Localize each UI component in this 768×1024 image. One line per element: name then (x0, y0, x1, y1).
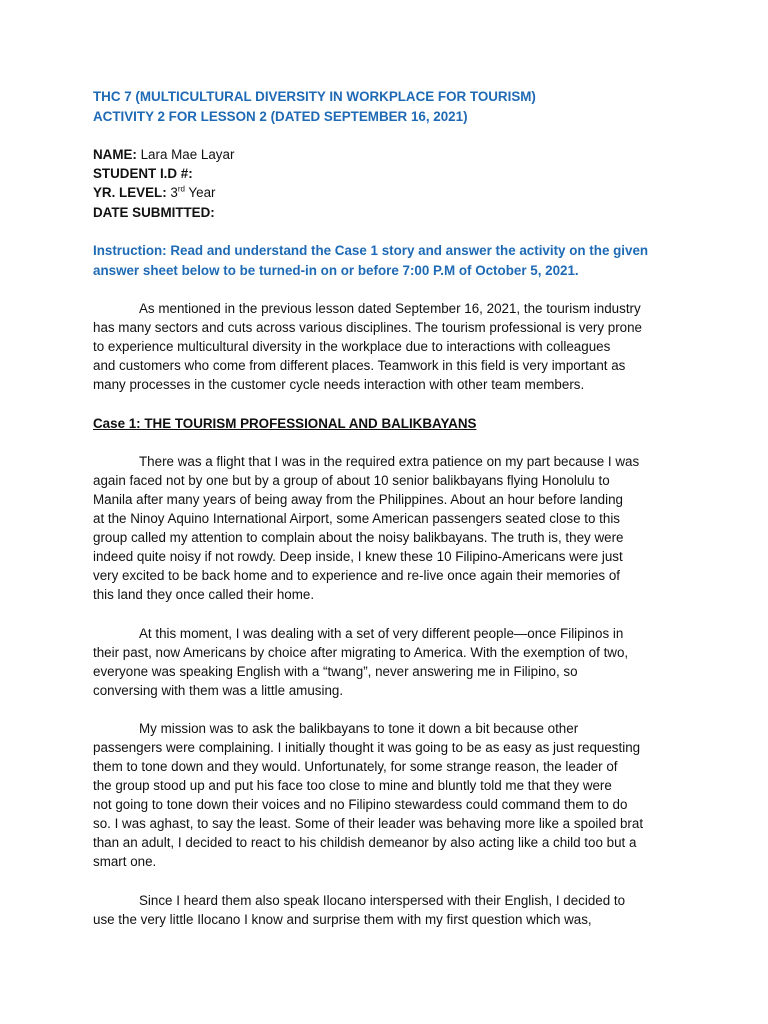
case-p2-line: conversing with them was a little amusing. (93, 683, 344, 698)
intro-line: and customers who come from different places. Teamwork in this field is very important as (93, 358, 626, 373)
activity-title: ACTIVITY 2 FOR LESSON 2 (DATED SEPTEMBER 16, 2021) (93, 109, 468, 124)
intro-line: to experience multicultural diversity in the workplace due to interactions with colleagues (93, 339, 611, 354)
case-p3-line: smart one. (93, 854, 157, 869)
case-p3-line: so. I was aghast, to say the least. Some of their leader was behaving more like a spoiled brat (93, 816, 644, 831)
case-p1-line: group called my attention to complain about the noisy balikbayans. The truth is, they were (93, 530, 624, 545)
case-p3-line: My mission was to ask the balikbayans to tone it down a bit because other (139, 721, 579, 736)
case-title: Case 1: THE TOURISM PROFESSIONAL AND BALIKBAYANS (93, 416, 477, 431)
course-title: THC 7 (MULTICULTURAL DIVERSITY IN WORKPLACE FOR TOURISM) (93, 89, 536, 104)
case-p3-line: passengers were complaining. I initially thought it was going to be as easy as just requesting (93, 740, 641, 755)
case-p1-line: again faced not by one but by a group of about 10 senior balikbayans flying Honolulu to (93, 473, 610, 488)
case-p3-line: the group stood up and put his face too close to mine and bluntly told me that they were (93, 778, 612, 793)
name-value: Lara Mae Layar (136, 147, 235, 162)
year-label: YR. LEVEL: (93, 185, 167, 200)
case-p2-line: At this moment, I was dealing with a set of very different people—once Filipinos in (139, 626, 624, 641)
case-p2-line: their past, now Americans by choice after migrating to America. With the exemption of two, (93, 645, 629, 660)
case-p1-line: this land they once called their home. (93, 587, 315, 602)
case-p4-line: Since I heard them also speak Ilocano interspersed with their English, I decided to (139, 893, 626, 908)
case-p1-line: indeed quite noisy if not rowdy. Deep inside, I knew these 10 Filipino-Americans were just (93, 549, 623, 564)
year-suffix: rd (177, 184, 185, 194)
case-p1-line: at the Ninoy Aquino International Airport, some American passengers seated close to this (93, 511, 620, 526)
intro-line: As mentioned in the previous lesson dated September 16, 2021, the tourism industry (139, 301, 641, 316)
case-p1-line: very excited to be back home and to experience and re-live once again their memories of (93, 568, 620, 583)
case-p3-line: than an adult, I decided to react to his childish demeanor by also acting like a child too but a (93, 835, 637, 850)
intro-line: many processes in the customer cycle needs interaction with other team members. (93, 377, 585, 392)
year-level-row (93, 183, 216, 202)
year-number: 3 (166, 185, 178, 200)
student-id-label: STUDENT I.D #: (93, 166, 193, 181)
case-p4-line: use the very little Ilocano I know and surprise them with my first question which was, (93, 912, 592, 927)
instruction-line-2: answer sheet below to be turned-in on or before 7:00 P.M of October 5, 2021. (93, 263, 579, 278)
name-label: NAME: (93, 147, 137, 162)
case-p1-line: Manila after many years of being away from the Philippines. About an hour before landing (93, 492, 623, 507)
instruction-line-1: Instruction: Read and understand the Case 1 story and answer the activity on the given (93, 243, 649, 258)
case-p3-line: not going to tone down their voices and no Filipino stewardess could command them to do (93, 797, 628, 812)
case-p3-line: them to tone down and they would. Unfortunately, for some strange reason, the leader of (93, 759, 618, 774)
case-p2-line: everyone was speaking English with a “twang”, never answering me in Filipino, so (93, 664, 578, 679)
case-p1-line: There was a flight that I was in the required extra patience on my part because I was (139, 454, 640, 469)
year-word: Year (184, 185, 216, 200)
student-name-row (93, 145, 234, 164)
intro-line: has many sectors and cuts across various disciplines. The tourism professional is very prone (93, 320, 643, 335)
date-submitted-label: DATE SUBMITTED: (93, 205, 215, 220)
